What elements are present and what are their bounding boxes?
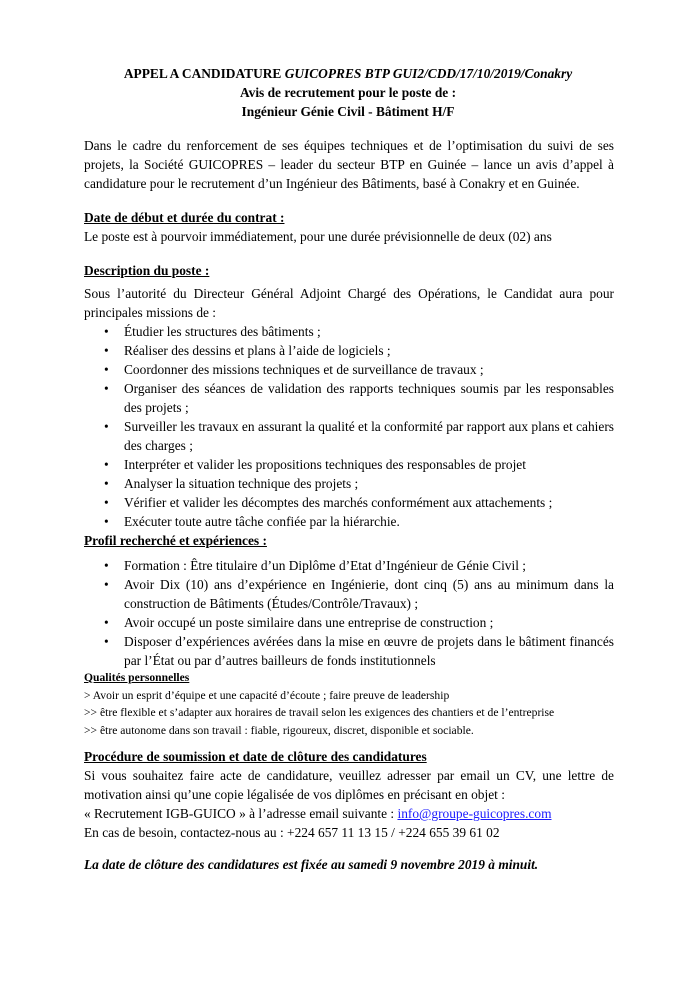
missions-list: [84, 322, 614, 531]
list-item: • Avoir occupé un poste similaire dans une entreprise de construction ;: [84, 613, 614, 632]
list-item: • Vérifier et valider les décomptes des marchés conformément aux attachements ;: [84, 493, 614, 512]
profile-list: [84, 556, 614, 670]
header-subtitle: Avis de recrutement pour le poste de :: [239, 85, 457, 100]
list-item: • Formation : Être titulaire d’un Diplôme d’Etat d’Ingénieur de Génie Civil ;: [84, 556, 614, 575]
header-title-line: [0, 64, 696, 83]
description-heading: Description du poste :: [84, 263, 210, 278]
procedure-contact: En cas de besoin, contactez-nous au : +224 657 11 13 15 / +224 655 39 61 02: [84, 825, 500, 840]
list-item: • Interpréter et valider les propositions techniques des responsables de projet: [84, 455, 614, 474]
intro-paragraph: Dans le cadre du renforcement de ses équipes techniques et de l’optimisation du suivi de ses projets, la Société GUICOPRES – leader du secteur BTP en Guinée – lance un avis d’appel à candidature pour le recrutement d’un Ingénieur des Bâtiments, basé à Conakry et en Guinée.: [84, 138, 614, 191]
closing-date: La date de clôture des candidatures est fixée au samedi 9 novembre 2019 à minuit.: [84, 857, 539, 872]
procedure-text: Si vous souhaitez faire acte de candidature, veuillez adresser par email un CV, une lettre de motivation ainsi qu’une copie légalisée de vos diplômes en précisant en objet :: [84, 768, 614, 802]
profile-heading: Profil recherché et expériences :: [84, 533, 267, 548]
procedure-subject-line: [84, 804, 614, 823]
qualities-line: >> être flexible et s’adapter aux horaires de travail selon les exigences des chantiers et de l’entreprise: [84, 706, 555, 719]
qualities-line: > Avoir un esprit d’équipe et une capacité d’écoute ; faire preuve de leadership: [84, 688, 450, 702]
contract-section: [84, 208, 614, 246]
list-item: • Exécuter toute autre tâche confiée par la hiérarchie.: [84, 512, 614, 531]
header-reference: GUICOPRES BTP GUI2/CDD/17/10/2019/Conakry: [284, 66, 573, 81]
description-section: [84, 261, 614, 531]
procedure-heading: Procédure de soumission et date de clôture des candidatures: [84, 749, 427, 764]
list-item: • Analyser la situation technique des projets ;: [84, 474, 614, 493]
contract-text: Le poste est à pourvoir immédiatement, pour une durée prévisionnelle de deux (02) ans: [84, 229, 552, 244]
list-item: • Organiser des séances de validation des rapports techniques soumis par les responsables des projets ;: [84, 379, 614, 417]
header-title: APPEL A CANDIDATURE: [123, 66, 285, 81]
list-item: • Réaliser des dessins et plans à l’aide de logiciels ;: [84, 341, 614, 360]
qualities-heading: Qualités personnelles: [84, 671, 190, 684]
list-item: • Avoir Dix (10) ans d’expérience en Ingénierie, dont cinq (5) ans au minimum dans la construction de Bâtiments (Études/Contrôle/Travaux) ;: [84, 575, 614, 613]
qualities-line: >> être autonome dans son travail : fiable, rigoureux, discret, disponible et sociable.: [84, 723, 474, 737]
list-item: • Coordonner des missions techniques et de surveillance de travaux ;: [84, 360, 614, 379]
list-item: • Étudier les structures des bâtiments ;: [84, 322, 614, 341]
qualities-section: [84, 669, 624, 739]
profile-section: [84, 531, 614, 670]
procedure-subject: « Recrutement IGB-GUICO » à l’adresse email suivante :: [84, 806, 398, 821]
procedure-section: [84, 747, 614, 842]
contract-heading: Date de début et durée du contrat :: [84, 210, 285, 225]
list-item: • Surveiller les travaux en assurant la qualité et la conformité par rapport aux plans et cahiers des charges ;: [84, 417, 614, 455]
list-item: • Disposer d’expériences avérées dans la mise en œuvre de projets dans le bâtiment financés par l’État ou par d’autres bailleurs de fonds institutionnels: [84, 632, 614, 670]
document-header: [0, 64, 696, 121]
description-intro: Sous l’autorité du Directeur Général Adjoint Chargé des Opérations, le Candidat aura pour principales missions de :: [84, 286, 614, 320]
header-position: Ingénieur Génie Civil - Bâtiment H/F: [241, 104, 455, 119]
email-link[interactable]: info@groupe-guicopres.com: [397, 806, 552, 821]
